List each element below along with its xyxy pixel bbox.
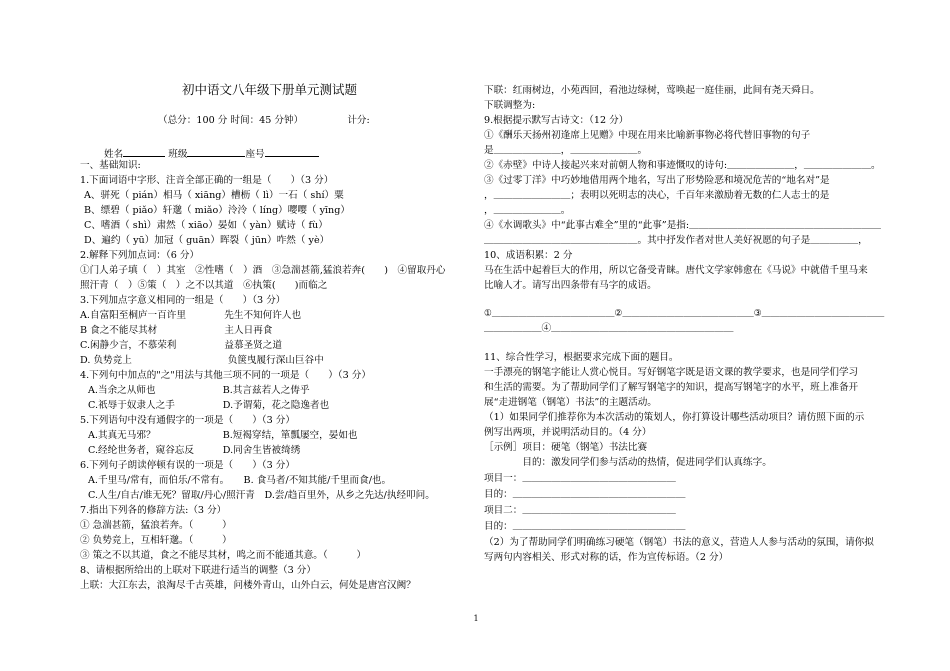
- text-line: 2.解释下列加点词：（6 分）: [80, 250, 200, 261]
- name-label: 姓名: [104, 149, 124, 160]
- text-line: A、骈死（ pián）相马（ xiāng）槽枥（ lì）一石（ shí）粟: [84, 190, 344, 201]
- page-title: 初中语文八年级下册单元测试题: [182, 82, 358, 97]
- text-line: C.闲静少言，不慕荣利 益慕圣贤之道: [80, 340, 282, 351]
- seat-blank[interactable]: [265, 145, 319, 157]
- text-line: ＿＿＿＿＿＿＿＿＿＿＿＿＿＿＿＿。其中抒发作者对世人美好祝愿的句子是＿＿＿＿＿，: [484, 235, 868, 246]
- text-line: A.当余之从师也 B.其言兹若人之俦乎: [88, 385, 310, 396]
- text-line: D. 负势竞上 负箧曳履行深山巨谷中: [80, 355, 324, 366]
- text-line: ② 负势竞上，互相轩邈。（ ）: [80, 535, 232, 546]
- class-blank[interactable]: [187, 145, 245, 157]
- text-line: C、嗜酒（ shì）肃然（ xiāo）晏如（ yàn）赋诗（ fù）: [84, 220, 328, 231]
- text-line: ①《酬乐天扬州初逢席上见赠》中现在用来比喻新事物必将代替旧事物的句子: [484, 130, 811, 141]
- score-label: 计分:: [347, 115, 370, 126]
- exam-info-text: （总分：100 分 时间：45 分钟）: [158, 115, 304, 126]
- seat-label: 座号: [245, 149, 265, 160]
- class-label: 班级: [168, 149, 188, 160]
- name-blank[interactable]: [123, 145, 165, 157]
- text-line: 展“走进钢笔（钢笔）书法”的主题活动。: [484, 397, 657, 408]
- text-line: 11、综合性学习，根据要求完成下面的题目。: [484, 352, 679, 363]
- text-line: 1.下面词语中字形、注音全部正确的一组是（ ）（3 分）: [80, 175, 334, 186]
- text-line: ②《赤壁》中诗人接起兴来对前朝人物和事迹慨叹的诗句:＿＿＿＿＿＿＿，＿＿＿＿＿＿＿。: [484, 160, 881, 171]
- text-line: 一手漂亮的钢笔字能让人赏心悦目。写好钢笔字既是语文课的教学要求，也是同学们学习: [484, 367, 859, 378]
- text-line: ① 急湍甚箭，猛浪若奔。（ ）: [80, 520, 232, 531]
- text-line: 9.根据提示默写古诗文：（12 分）: [484, 115, 629, 126]
- text-line: 和生活的需要。为了帮助同学们了解写钢笔字的知识，提高写钢笔字的水平，班上准备开: [484, 382, 859, 393]
- text-line: 项目二：＿＿＿＿＿＿＿＿＿＿＿＿＿＿＿＿: [484, 505, 676, 516]
- text-line: ①门人弟子填（ ）其室 ②性嗜（ ）酒 ③急湍甚箭,猛浪若奔( ) ④留取丹心: [80, 265, 446, 276]
- text-line: 目的：＿＿＿＿＿＿＿＿＿＿＿＿＿＿＿＿＿＿: [484, 521, 686, 532]
- text-line: 是＿＿＿＿＿＿＿，＿＿＿＿＿＿＿。: [484, 145, 648, 156]
- text-line: 6.下列句子朗读停顿有误的一项是（ ）（3 分）: [80, 460, 295, 471]
- text-line: A.自富阳至桐庐一百许里 先生不知何许人也: [80, 310, 302, 321]
- student-info-row: [104, 145, 319, 159]
- text-line: 目的：激发同学们参与活动的热情，促进同学们认真练字。: [484, 457, 772, 468]
- text-line: ③《过零丁洋》中巧妙地借用两个地名，写出了形势险恶和境况危苦的“地名对”是: [484, 175, 830, 186]
- text-line: C.人生/自古/谁无死？留取/丹心/照汗青 D.尝/趋百里外，从乡之先达/执经叩问。: [88, 490, 435, 501]
- text-line: ＿＿＿＿＿＿④＿＿＿＿＿＿＿＿＿＿＿＿＿＿＿＿＿＿＿: [484, 323, 734, 334]
- text-line: C.祇辱于奴隶人之手 D.予谓菊，花之隐逸者也: [88, 400, 330, 411]
- text-line: B、缥碧（ piǎo）轩邈（ miǎo）泠泠（ líng）嘤嘤（ yīng）: [84, 205, 350, 216]
- text-line: D、遍约（ yū）加冠（ guān）晖裂（ jūn）咋然（ yè）: [84, 235, 330, 246]
- text-line: ④《水调歌头》中“此事古难全”里的“此事”是指:＿＿＿＿＿＿＿＿＿＿＿＿＿＿＿＿＿＿＿＿: [484, 220, 882, 231]
- page-number: 1: [473, 614, 479, 623]
- text-line: 上联：大江东去，浪淘尽千古英雄，问楼外青山，山外白云，何处是唐宫汉阙？: [80, 580, 416, 591]
- text-line: （1）如果同学们推荐你为本次活动的策划人，你打算设计哪些活动项目？请仿照下面的示: [484, 412, 865, 423]
- text-line: A.千里马/常有，而伯乐/不常有。 B. 食马者/不知其能/千里而食/也。: [88, 475, 392, 486]
- text-line: 写两句内容相关、形式对称的话，作为宣传标语。（2 分）: [484, 552, 729, 563]
- text-line: B 食之不能尽其材 主人日再食: [80, 325, 273, 336]
- text-line: 下联调整为:: [484, 100, 536, 111]
- text-line: A.其真无马邪？ B.短褐穿结，箪瓢屡空，晏如也: [88, 430, 358, 441]
- text-line: 3.下列加点字意义相同的一组是（ ）（3 分）: [80, 295, 286, 306]
- text-line: 项目一：＿＿＿＿＿＿＿＿＿＿＿＿＿＿＿＿: [484, 473, 676, 484]
- text-line: 目的：＿＿＿＿＿＿＿＿＿＿＿＿＿＿＿＿＿＿: [484, 489, 686, 500]
- text-line: C.经纶世务者，窥谷忘反 D.同舍生皆被绮绣: [88, 445, 301, 456]
- text-line: 10、成语积累：2 分: [484, 250, 573, 261]
- text-line: ，＿＿＿＿＿＿＿＿；表明以死明志的决心，千百年来激励着无数的仁人志士的是: [484, 190, 830, 201]
- text-line: 一、基础知识:: [80, 160, 141, 171]
- text-line: 马在生活中起着巨大的作用，所以它备受青睐。唐代文学家韩愈在《马说》中就借千里马来: [484, 265, 868, 276]
- text-line: 7.指出下列各的修辞方法:（3 分）: [80, 505, 227, 516]
- text-line: 照汗青（ ）⑤策（ ）之不以其道 ⑥执策( )而临之: [80, 280, 328, 291]
- text-line: 比喻人才。请写出四条带有马字的成语。: [484, 280, 657, 291]
- text-line: 下联：红雨树边，小苑西回，看池边绿树，莺唤起一庭佳丽，此间有尧天舜日。: [484, 85, 820, 96]
- text-line: 4.下列句中加点的"之"用法与其他三项不同的一项是（ ）（3 分）: [80, 370, 371, 381]
- text-line: ，＿＿＿＿＿＿＿。: [484, 205, 571, 216]
- text-line: （2）为了帮助同学们明确练习硬笔（钢笔）书法的意义，营造人人参与活动的氛围，请你拟: [484, 537, 874, 548]
- text-line: ③ 策之不以其道，食之不能尽其材，鸣之而不能通其意。（ ）: [80, 550, 367, 561]
- text-line: 8、请根据所给出的上联对下联进行适当的调整（3 分）: [80, 565, 316, 576]
- text-line: 例写出两项，并说明活动目的。（4 分）: [484, 427, 652, 438]
- text-line: 5.下列语句中没有通假字的一项是（ ）（3 分）: [80, 415, 295, 426]
- text-line: ［示例］项目：硬笔（钢笔）书法比赛: [484, 442, 648, 453]
- text-line: ①＿＿＿＿＿＿＿＿＿＿＿＿＿＿②＿＿＿＿＿＿＿＿＿＿＿＿＿＿＿③＿＿＿＿＿＿＿＿＿＿＿＿＿＿: [484, 308, 885, 319]
- exam-info: [158, 114, 370, 128]
